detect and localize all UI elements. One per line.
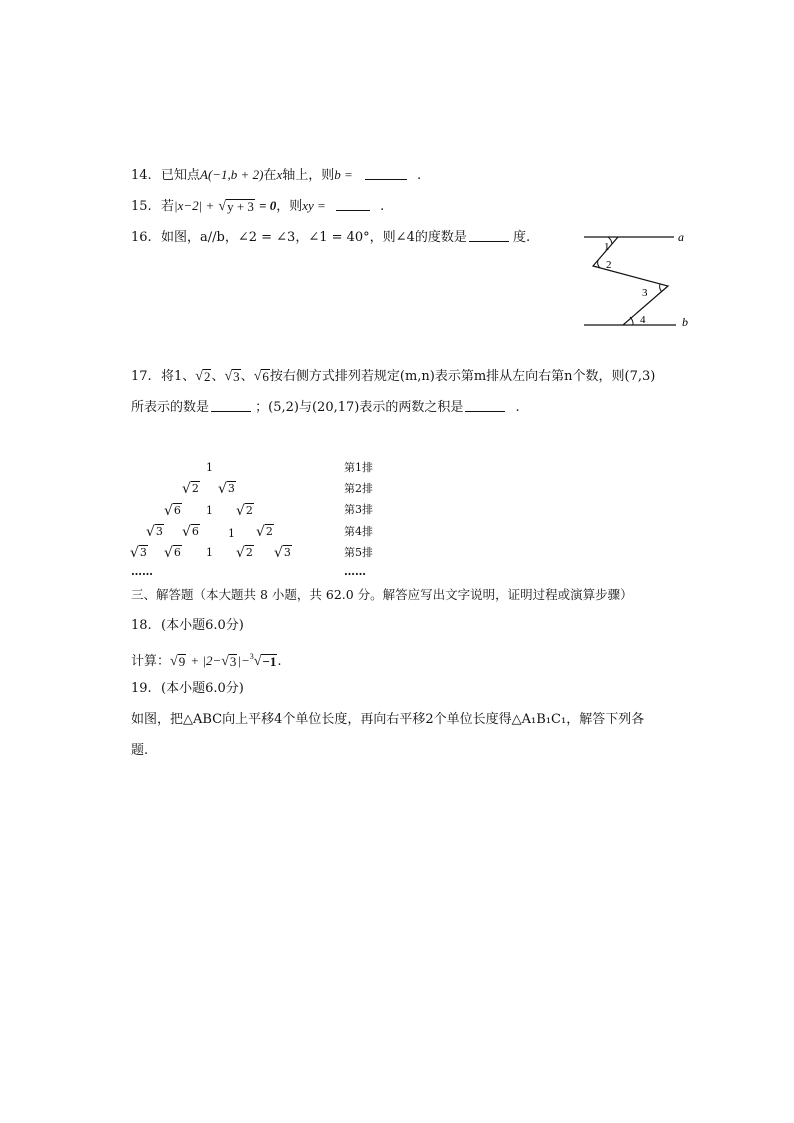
question-end: .: [515, 400, 520, 415]
triangle-cell: √ 6: [164, 545, 181, 561]
question-number: 19.: [131, 681, 152, 696]
answer-blank: [469, 229, 509, 242]
square-root: √ 6: [253, 369, 269, 384]
square-root: √ 3: [224, 369, 240, 384]
separator: 、: [211, 369, 225, 384]
question-number: 15.: [131, 199, 152, 214]
question-text: 所表示的数是: [131, 400, 210, 415]
math-expression: + |2−: [190, 653, 222, 668]
triangle-cell: 1: [206, 461, 213, 474]
radicand: 6: [262, 369, 269, 384]
radicand: 2: [203, 369, 211, 384]
question-text: 轴上，则: [282, 168, 335, 183]
question-score: (本小题6.0分): [161, 681, 244, 696]
cube-root-index: 3: [249, 652, 254, 661]
question-text: ；(5,2)与(20,17)表示的两数之积是: [255, 400, 464, 415]
label-b: b: [682, 315, 688, 329]
radicand: 3: [233, 369, 240, 384]
row-label: 第2排: [344, 482, 373, 495]
radicand: 9: [178, 654, 186, 669]
parallel-lines-figure: [578, 226, 696, 334]
separator: 、: [240, 369, 254, 384]
triangle-cell: √ 6: [164, 503, 181, 519]
math-expression: |x−2| +: [174, 198, 215, 213]
triangle-cell: √ 2: [236, 545, 253, 561]
triangle-cell: 1: [206, 504, 213, 517]
row-label: 第1排: [344, 461, 373, 474]
triangle-cell: √ 6: [182, 524, 199, 540]
math-variable: x: [276, 167, 283, 182]
math-expression: xy =: [302, 198, 326, 213]
answer-blank: [465, 399, 505, 412]
question-text: 若: [161, 199, 175, 214]
question-number: 17.: [131, 369, 152, 384]
angle-4-label: 4: [640, 314, 646, 326]
question-18-body: [131, 648, 282, 671]
square-root: √ y + 3: [218, 199, 254, 214]
question-text: 计算：: [131, 654, 171, 669]
row-label: 第3排: [344, 503, 373, 516]
question-17-line-2: [131, 399, 520, 417]
triangle-cell: √ 3: [218, 481, 235, 497]
angle-4-arc: [630, 317, 633, 325]
triangle-cell: √ 2: [182, 481, 199, 497]
square-root: √ 3: [221, 654, 237, 669]
question-number: 14.: [131, 168, 152, 183]
angle-1-label: 1: [604, 241, 610, 253]
radicand: 3: [229, 654, 237, 669]
question-14: [131, 166, 421, 185]
continuation-dots: ……: [131, 565, 153, 578]
triangle-cell: √ 3: [274, 545, 291, 561]
answer-blank: [211, 399, 251, 412]
triangle-cell: √ 2: [256, 524, 273, 540]
triangle-cell: 1: [206, 546, 213, 559]
question-19-header: [131, 680, 244, 698]
question-end: .: [277, 654, 282, 669]
question-text: 在: [263, 168, 277, 183]
triangle-cell: √ 3: [130, 545, 147, 561]
radicand: −1: [262, 654, 277, 669]
question-text: 如图，a//b，∠2 = ∠3，∠1 = 40°，则∠4的度数是: [161, 230, 467, 245]
triangle-cell: √ 2: [236, 503, 253, 519]
square-root: √ 9: [170, 654, 186, 669]
question-score: (本小题6.0分): [161, 618, 244, 633]
continuation-dots: ……: [344, 565, 366, 578]
question-number: 18.: [131, 618, 152, 633]
question-16: [131, 229, 530, 247]
math-expression: |−: [237, 653, 250, 668]
math-expression: A(−1,b + 2): [200, 167, 264, 182]
question-19-line-1: 如图，把△ABC向上平移4个单位长度，再向右平移2个单位长度得△A₁B₁C₁，解答下列各: [131, 712, 645, 727]
square-root: √ 2: [195, 369, 211, 384]
math-expression: b =: [334, 167, 353, 182]
question-text: 已知点: [161, 168, 201, 183]
question-end: .: [417, 168, 422, 183]
question-unit: 度.: [512, 230, 531, 245]
label-a: a: [678, 230, 684, 244]
angle-3-label: 3: [642, 287, 648, 299]
math-expression: = 0: [259, 198, 277, 213]
cube-root: √ −1: [253, 654, 277, 669]
question-18-header: [131, 617, 244, 635]
question-15: [131, 197, 384, 216]
answer-blank: [336, 198, 370, 211]
section-title: 三、解答题（本大题共 8 小题，共 62.0 分。解答应写出文字说明，证明过程或演算步骤）: [131, 587, 633, 602]
question-number: 16.: [131, 230, 152, 245]
question-text: 按右侧方式排列若规定(m,n)表示第m排从左向右第n个数，则(7,3): [269, 369, 656, 384]
question-text: 将1、: [161, 369, 196, 384]
radicand: y + 3: [227, 199, 254, 214]
answer-blank: [365, 167, 407, 180]
question-19-line-2: 题.: [131, 743, 149, 758]
question-text: ，则: [276, 199, 303, 214]
triangle-cell: 1: [228, 527, 235, 540]
triangle-cell: √ 3: [146, 524, 163, 540]
angle-2-label: 2: [606, 259, 612, 271]
row-label: 第5排: [344, 546, 373, 559]
question-17-line-1: [131, 368, 655, 386]
row-label: 第4排: [344, 525, 373, 538]
question-end: .: [380, 199, 385, 214]
